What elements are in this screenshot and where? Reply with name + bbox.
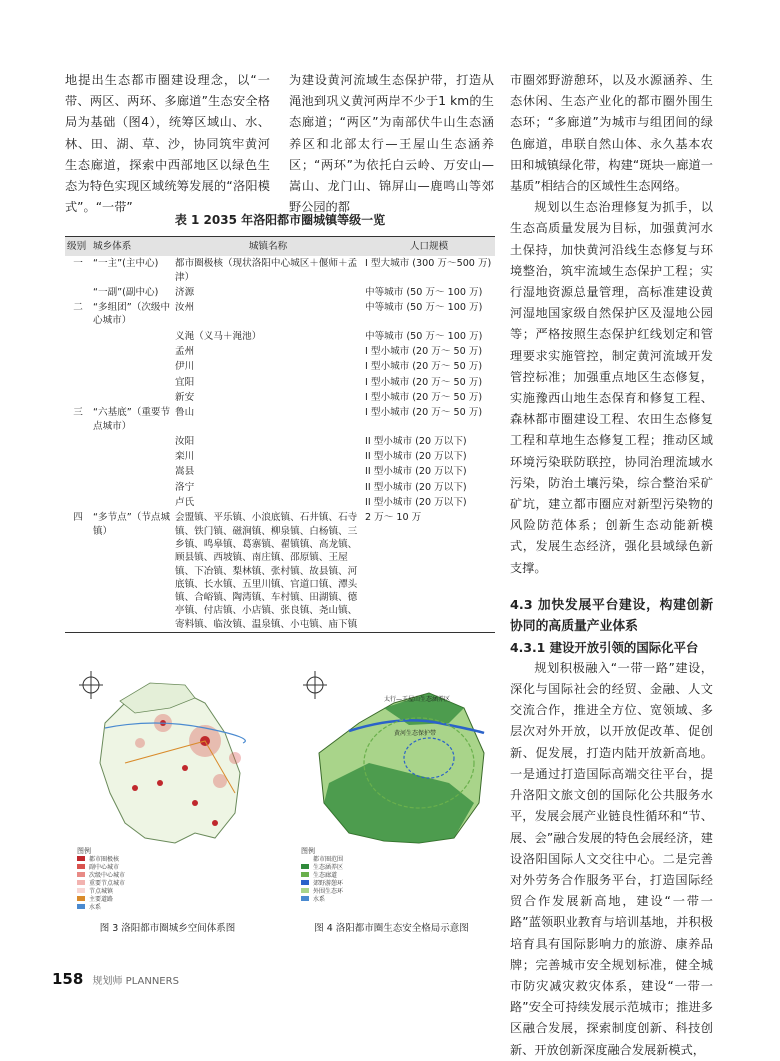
cell-population: 中等城市 (50 万～ 100 万) xyxy=(365,330,483,342)
legend-label: 重要节点城市 xyxy=(89,880,126,887)
text-column-2 xyxy=(289,70,494,218)
paragraph: 为建设黄河流域生态保护带，打造从渑池到巩义黄河两岸不少于1 km的生态廊道；“两区”为南部伏牛山生态涵养区和北部太行—王屋山生态涵养区；“两环”为依托白云岭、万安山—嵩山、龙门山、锦屏山—鹿鸣山等郊野公园的都 xyxy=(289,73,494,215)
cell-town: 都市圈极核（现状洛阳中心城区＋偃师＋孟津） xyxy=(175,258,358,283)
figure-4-map xyxy=(289,663,494,913)
table-row xyxy=(65,344,495,359)
table-row xyxy=(65,300,495,329)
table-row xyxy=(65,434,495,449)
cell-town: 伊川 xyxy=(175,361,195,373)
table-row xyxy=(65,510,495,632)
header-system: 城乡体系 xyxy=(91,237,173,256)
legend-swatch xyxy=(77,880,85,885)
paragraph: 市圈郊野游憩环，以及水源涵养、生态休闲、生态产业化的都市圈外围生态环；“多廊道”为城市与组团间的绿色廊道，串联自然山体、永久基本农田和城镇绿化带，构建“斑块一廊道一基质”相结合的区域性生态网络。 xyxy=(510,73,713,194)
table-caption: 表 1 2035 年洛阳都市圈城镇等级一览 xyxy=(174,213,386,227)
cell-system xyxy=(91,480,173,495)
legend-swatch xyxy=(301,856,309,861)
cell-system xyxy=(91,464,173,479)
node-city xyxy=(182,765,188,771)
cell-level: 三 xyxy=(73,407,83,419)
cell-population: I 型小城市 (20 万～ 50 万) xyxy=(365,361,483,373)
legend-swatch xyxy=(301,864,309,869)
legend-swatch xyxy=(77,896,85,901)
legend-swatch xyxy=(301,888,309,893)
cell-town: 会盟镇、平乐镇、小浪底镇、石井镇、石寺镇、铁门镇、磁涧镇、柳泉镇、白杨镇、三乡镇、鸣皋镇、葛寨镇、翟镇镇、高龙镇、顾县镇、西坡镇、南庄镇、邵原镇、王屋镇、下冶镇、梨林镇、张村镇、故县镇、河底镇、长水镇、五里川镇、官道口镇、潭头镇、合峪镇、陶湾镇、车村镇、田湖镇、德亭镇、付店镇、小店镇、张良镇、尧山镇、寄料镇、临汝镇、温泉镇、小屯镇、庙下镇 xyxy=(175,512,358,630)
cell-system xyxy=(91,434,173,449)
cell-system: “多节点”（节点城镇） xyxy=(93,512,171,537)
cell-system: “一主”(主中心) xyxy=(93,258,159,270)
legend-title: 图例 xyxy=(77,847,91,855)
table-row xyxy=(65,405,495,434)
cell-town: 新安 xyxy=(175,391,195,403)
urban-rural-map xyxy=(65,663,270,913)
table-row xyxy=(65,375,495,390)
table-row xyxy=(65,390,495,405)
legend-label: 次级中心城市 xyxy=(89,872,126,879)
section-heading: 4.3 加快发展平台建设，构建创新协同的高质量产业体系 xyxy=(510,597,713,634)
cell-level xyxy=(65,480,91,495)
cell-system xyxy=(91,344,173,359)
figure-4-caption: 图 4 洛阳都市圈生态安全格局示意图 xyxy=(314,923,469,934)
node-city xyxy=(157,780,163,786)
paragraph: 规划积极融入“一带一路”建设，深化与国际社会的经贸、金融、人文交流合作，推进全方位、宽领域、多层次对外开放，以开放促改革、促创新、促发展，打造内陆开放新高地。一是通过打造国际高端交往平台，提升洛阳文旅文创的国际化公共服务水平，发展会展产业链良性循环和“节、展、会”融合发展的特色会展经济，建设洛阳国际人文交往中心。二是完善对外劳务合作服务平台，打造国际经贸合作发展新高地，建设“一带一路”蓝领职业教育与培训基地，并积极培育具有国际影响力的旅游、康养品牌；完善城市安全规划标准，健全城市防灾减灾救灾体系，建设“一带一路”安全可持续发展示范城市；推进多区融合发展，探索制度创新、科技创新、开放创新深度融合发展新模式， xyxy=(510,660,713,1057)
cell-system: “六基底”（重要节点城市） xyxy=(93,407,171,432)
text-column-3 xyxy=(510,70,713,1061)
legend xyxy=(77,855,125,911)
north-arrow-icon xyxy=(79,671,103,699)
cell-town: 宜阳 xyxy=(175,376,195,388)
figure-3-caption: 图 3 洛阳都市圈城乡空间体系图 xyxy=(99,923,236,934)
cell-system xyxy=(91,375,173,390)
town-hierarchy-table xyxy=(65,236,495,633)
cell-level xyxy=(65,344,91,359)
map-label-river: 黄河生态保护带 xyxy=(394,730,437,737)
cell-population: I 型小城市 (20 万～ 50 万) xyxy=(365,391,483,403)
cell-population: II 型小城市 (20 万以下) xyxy=(365,497,467,509)
cell-system xyxy=(91,390,173,405)
table-header-row xyxy=(65,237,495,256)
cell-population: I 型小城市 (20 万～ 50 万) xyxy=(365,376,483,388)
cell-level xyxy=(65,434,91,449)
page-number: 158 xyxy=(52,970,84,988)
ecological-pattern-map xyxy=(289,663,494,913)
legend-label: 主要道路 xyxy=(89,896,114,903)
cell-population: I 型大城市 (300 万～500 万) xyxy=(365,258,492,270)
cell-level xyxy=(65,495,91,510)
cell-population: 中等城市 (50 万～ 100 万) xyxy=(365,286,483,298)
subsection-heading: 4.3.1 建设开放引领的国际化平台 xyxy=(510,639,699,655)
cell-town: 栾川 xyxy=(175,451,195,463)
cell-system xyxy=(91,449,173,464)
cell-level: 二 xyxy=(73,302,83,314)
table-row xyxy=(65,464,495,479)
legend-title: 图例 xyxy=(301,847,315,855)
cell-level: 四 xyxy=(73,512,83,524)
legend-swatch xyxy=(301,880,309,885)
cell-system: “一副”(副中心) xyxy=(93,286,159,298)
cell-town: 洛宁 xyxy=(175,481,195,493)
cell-level xyxy=(65,329,91,344)
legend-swatch xyxy=(77,856,85,861)
table-row xyxy=(65,285,495,300)
journal-name: 规划师 PLANNERS xyxy=(92,976,179,987)
map-label-north: 太行—王屋山生态涵养区 xyxy=(384,696,451,703)
table-row xyxy=(65,256,495,285)
cell-population: II 型小城市 (20 万以下) xyxy=(365,466,467,478)
header-population: 人口规模 xyxy=(363,237,495,256)
legend-swatch xyxy=(77,904,85,909)
text-column-1 xyxy=(65,70,270,218)
legend-label: 生态涵养区 xyxy=(313,864,344,871)
cell-town: 义渑（义马＋渑池） xyxy=(175,330,262,342)
cell-town: 孟州 xyxy=(175,346,195,358)
cell-population: 中等城市 (50 万～ 100 万) xyxy=(365,302,483,314)
node-city xyxy=(132,785,138,791)
legend-label: 水系 xyxy=(313,896,326,903)
legend-label: 郊野游憩环 xyxy=(313,880,344,887)
legend xyxy=(301,855,344,903)
cell-town: 嵩县 xyxy=(175,466,195,478)
legend-swatch xyxy=(77,888,85,893)
page-footer xyxy=(52,970,179,988)
legend-swatch xyxy=(77,864,85,869)
legend-swatch xyxy=(301,896,309,901)
cell-population: I 型小城市 (20 万～ 50 万) xyxy=(365,346,483,358)
secondary-city-marker xyxy=(135,738,145,748)
cell-population: II 型小城市 (20 万以下) xyxy=(365,481,467,493)
legend-label: 节点城镇 xyxy=(89,888,114,895)
figure-3-map xyxy=(65,663,270,913)
cell-level xyxy=(65,285,91,300)
paragraph: 地提出生态都市圈建设理念，以“一带、两区、两环、多廊道”生态安全格局为基础（图4），统筹区域山、水、林、田、湖、草、沙，协同筑牢黄河生态廊道，探索中西部地区以绿色生态为特色实现区域统筹发展的“洛阳模式”。“一带” xyxy=(65,73,270,215)
legend-label: 都市圈极核 xyxy=(89,856,120,863)
cell-system xyxy=(91,495,173,510)
cell-level xyxy=(65,449,91,464)
cell-level xyxy=(65,390,91,405)
cell-town: 卢氏 xyxy=(175,497,195,509)
cell-population: II 型小城市 (20 万以下) xyxy=(365,435,467,447)
legend-label: 外围生态环 xyxy=(313,888,344,895)
table-row xyxy=(65,359,495,374)
legend-label: 都市圈范围 xyxy=(313,856,344,863)
north-arrow-icon xyxy=(303,671,327,699)
legend-label: 生态廊道 xyxy=(313,872,338,879)
cell-system xyxy=(91,359,173,374)
cell-town: 鲁山 xyxy=(175,407,195,419)
cell-system xyxy=(91,329,173,344)
table-row xyxy=(65,480,495,495)
table-row xyxy=(65,329,495,344)
table-row xyxy=(65,449,495,464)
header-town: 城镇名称 xyxy=(173,237,363,256)
legend-label: 副中心城市 xyxy=(89,864,120,871)
paragraph: 规划以生态治理修复为抓手，以生态高质量发展为目标，加强黄河水土保持，加快黄河沿线生态修复与环境整治，筑牢流域生态保护工程；实行湿地资源总量管理，高标准建设黄河湿地国家级自然保护区及湿地公园等；严格按照生态保护红线划定和管理要求实施管控，制定黄河流域开发管控标准；加强重点地区生态修复，实施豫西山地生态保育和修复工程、森林都市圈建设工程、农田生态修复工程和草地生态修复工程；推动区域环境污染联防联控，协同治理流域水污染，防治土壤污染，综合整治采矿矿坑，建立都市圈应对新型污染物的风险防范体系；创新生态动能新模式，发展生态经济，强化县域绿色新支撑。 xyxy=(510,200,713,575)
cell-system: “多组团”（次级中心城市） xyxy=(93,302,171,327)
cell-population: 2 万～ 10 万 xyxy=(365,512,422,524)
cell-level xyxy=(65,359,91,374)
cell-town: 济源 xyxy=(175,286,195,298)
legend-swatch xyxy=(77,872,85,877)
secondary-city-marker xyxy=(229,752,241,764)
legend-swatch xyxy=(301,872,309,877)
cell-population: II 型小城市 (20 万以下) xyxy=(365,451,467,463)
cell-town: 汝州 xyxy=(175,302,195,314)
legend-label: 水系 xyxy=(89,904,102,911)
cell-level: 一 xyxy=(73,258,83,270)
header-level: 级别 xyxy=(65,237,91,256)
cell-level xyxy=(65,464,91,479)
node-city xyxy=(192,800,198,806)
node-city xyxy=(212,820,218,826)
cell-level xyxy=(65,375,91,390)
cell-population: I 型小城市 (20 万～ 50 万) xyxy=(365,407,483,419)
cell-town: 汝阳 xyxy=(175,435,195,447)
table-row xyxy=(65,495,495,510)
